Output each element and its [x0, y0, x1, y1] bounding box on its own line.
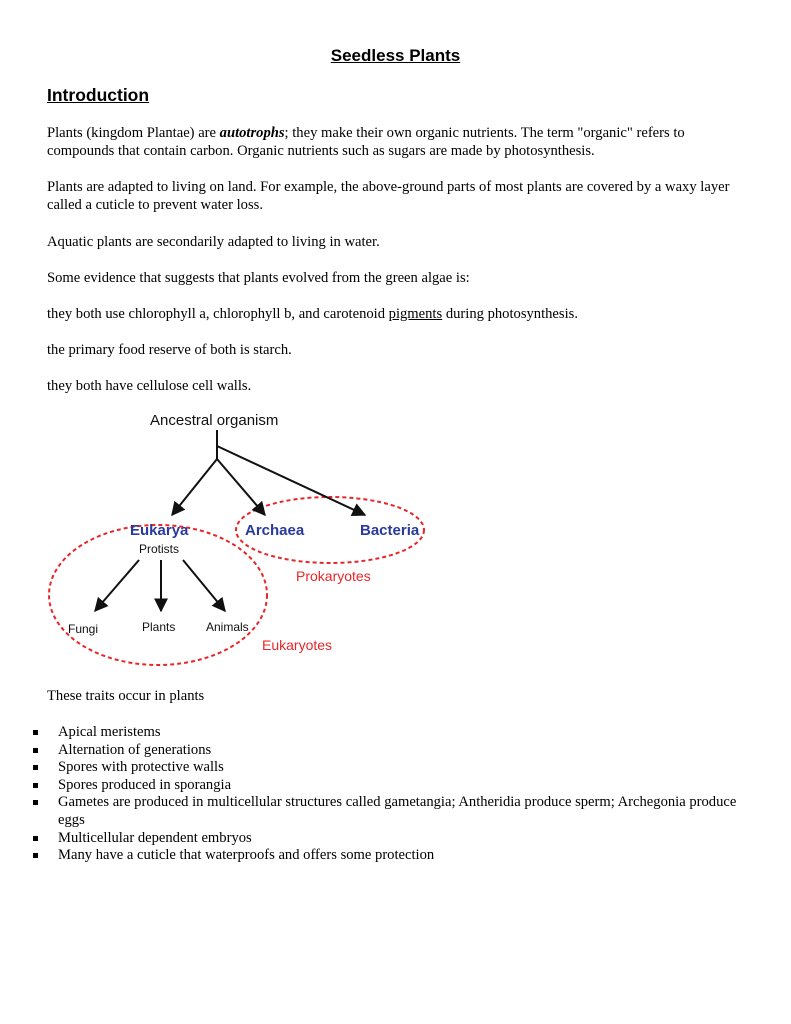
list-item: [0, 759, 791, 777]
protists-label: Protists: [139, 542, 180, 556]
arrow-to-animals: [183, 560, 225, 611]
paragraph-aquatic: Aquatic plants are secondarily adapted to living in water.: [47, 234, 380, 250]
list-item-text: Spores with protective walls: [58, 759, 224, 776]
animals-label: Animals: [206, 620, 249, 634]
prokaryotes-label: Prokaryotes: [296, 568, 371, 584]
arrow-to-fungi: [95, 560, 139, 611]
bullet-icon: [33, 748, 38, 753]
phylogeny-diagram: [40, 404, 440, 676]
archaea-label: Archaea: [245, 522, 305, 539]
paragraph-text: ; they make their own organic nutrients. The term "organic" refers to compounds that contain carbon. Organic nutrients such as sugars are made by photosynthesis.: [47, 125, 685, 159]
plants-label: Plants: [142, 620, 176, 634]
list-item: [0, 847, 791, 865]
list-item-text: Many have a cuticle that waterproofs and offers some protection: [58, 847, 435, 864]
paragraph-text: during photosynthesis.: [442, 306, 578, 322]
paragraph-cellulose: they both have cellulose cell walls.: [47, 378, 252, 394]
list-item: [0, 777, 791, 795]
paragraph-text: they both use chlorophyll a, chlorophyll b, and carotenoid: [47, 306, 389, 322]
bacteria-label: Bacteria: [360, 522, 420, 539]
fungi-label: Fungi: [68, 622, 99, 636]
arrow-to-bacteria: [217, 446, 365, 515]
eukarya-label: Eukarya: [130, 522, 189, 539]
section-heading: Introduction: [47, 85, 150, 105]
page-title: Seedless Plants: [330, 46, 461, 65]
arrow-to-archaea: [217, 459, 265, 515]
bullet-icon: [33, 836, 38, 841]
paragraph-text: Plants (kingdom Plantae) are: [47, 125, 220, 141]
paragraph-chlorophyll: [47, 305, 747, 323]
list-item: [0, 742, 791, 760]
list-item-text: Apical meristems: [58, 724, 161, 740]
traits-list: [0, 724, 791, 865]
list-item-text: Multicellular dependent embryos: [58, 829, 252, 846]
list-item: [0, 794, 791, 829]
arrow-to-eukarya: [172, 459, 217, 515]
paragraph-autotrophs: [47, 124, 747, 160]
list-item: [0, 830, 791, 848]
bullet-icon: [33, 765, 38, 770]
bullet-icon: [33, 800, 38, 805]
paragraph-land-adaptation: Plants are adapted to living on land. For example, the above-ground parts of most plants are covered by a waxy layer called a cuticle to prevent water loss.: [47, 179, 730, 213]
ancestral-organism-label: Ancestral organism: [150, 412, 279, 429]
list-item-text: Alternation of generations: [58, 741, 212, 758]
list-item-text: Gametes are produced in multicellular structures called gametangia; Antheridia produce sperm; Archegonia produce eggs: [58, 794, 737, 828]
pigments-link[interactable]: pigments: [388, 306, 443, 322]
bullet-icon: [33, 853, 38, 858]
list-item-text: Spores produced in sporangia: [58, 776, 232, 793]
list-item: [0, 724, 791, 742]
bullet-icon: [33, 730, 38, 735]
emphasized-term: autotrophs: [219, 125, 285, 141]
traits-intro: These traits occur in plants: [47, 688, 205, 704]
paragraph-evidence: Some evidence that suggests that plants evolved from the green algae is:: [47, 270, 470, 286]
paragraph-starch: the primary food reserve of both is starch.: [47, 342, 292, 358]
eukaryotes-label: Eukaryotes: [262, 637, 333, 653]
bullet-icon: [33, 783, 38, 788]
